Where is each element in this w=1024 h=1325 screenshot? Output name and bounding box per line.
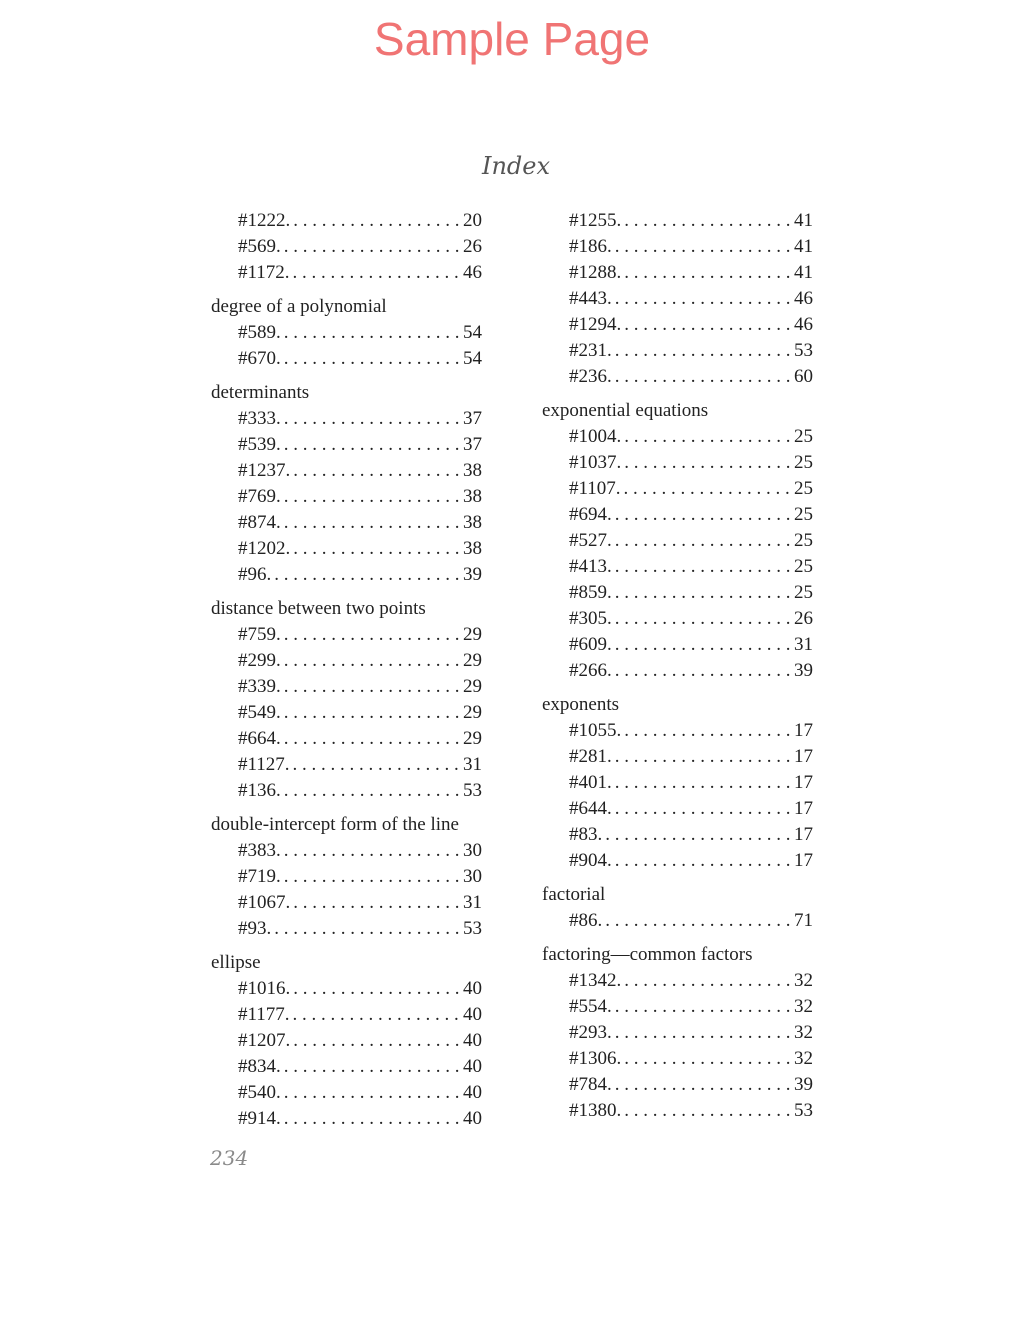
entry-reference: #1202. <box>238 538 291 559</box>
entry-reference: #834. <box>238 1056 281 1077</box>
index-entry <box>542 234 813 260</box>
index-entry <box>542 260 813 286</box>
index-entry <box>542 908 813 934</box>
entry-reference: #383. <box>238 840 281 861</box>
entry-reference: #904. <box>569 850 612 871</box>
index-entry <box>542 744 813 770</box>
entry-reference: #231. <box>569 340 612 361</box>
index-entry <box>542 658 813 684</box>
entry-page-number: 17 <box>794 746 813 767</box>
entry-page-number: 38 <box>463 512 482 533</box>
index-entry <box>211 406 482 432</box>
entry-page-number: 26 <box>794 608 813 629</box>
entry-page-number: 25 <box>794 426 813 447</box>
entry-page-number: 41 <box>794 262 813 283</box>
entry-reference: #1037. <box>569 452 622 473</box>
entry-page-number: 17 <box>794 824 813 845</box>
index-entry <box>542 424 813 450</box>
entry-page-number: 54 <box>463 348 482 369</box>
index-left-column <box>211 208 482 1132</box>
index-entry <box>211 700 482 726</box>
index-title: Index <box>481 152 551 180</box>
entry-page-number: 41 <box>794 210 813 231</box>
entry-page-number: 25 <box>794 582 813 603</box>
dot-leader <box>624 424 790 450</box>
index-group <box>211 294 482 372</box>
dot-leader <box>615 770 790 796</box>
dot-leader <box>605 822 790 848</box>
entry-reference: #1127. <box>238 754 290 775</box>
dot-leader <box>624 1098 790 1124</box>
dot-leader <box>284 406 459 432</box>
dot-leader <box>293 976 459 1002</box>
entry-page-number: 38 <box>463 486 482 507</box>
entry-reference: #527. <box>569 530 612 551</box>
dot-leader <box>615 606 790 632</box>
index-entry <box>211 562 482 588</box>
index-entry <box>542 968 813 994</box>
entry-page-number: 40 <box>463 1004 482 1025</box>
entry-page-number: 32 <box>794 1048 813 1069</box>
index-group <box>211 812 482 942</box>
dot-leader <box>274 916 459 942</box>
entry-page-number: 25 <box>794 556 813 577</box>
dot-leader <box>293 458 459 484</box>
entry-page-number: 38 <box>463 460 482 481</box>
entry-page-number: 29 <box>463 650 482 671</box>
entry-page-number: 39 <box>794 1074 813 1095</box>
entry-page-number: 29 <box>463 728 482 749</box>
dot-leader <box>615 234 790 260</box>
index-heading: factoring—common factors <box>542 944 753 965</box>
entry-reference: #784. <box>569 1074 612 1095</box>
index-entry <box>542 1046 813 1072</box>
index-entry <box>211 536 482 562</box>
dot-leader <box>624 312 790 338</box>
dot-leader <box>615 528 790 554</box>
entry-page-number: 29 <box>463 624 482 645</box>
entry-page-number: 71 <box>794 910 813 931</box>
index-group <box>542 208 813 390</box>
entry-reference: #539. <box>238 434 281 455</box>
index-entry <box>542 632 813 658</box>
entry-page-number: 17 <box>794 850 813 871</box>
entry-page-number: 26 <box>463 236 482 257</box>
entry-reference: #236. <box>569 366 612 387</box>
entry-page-number: 25 <box>794 452 813 473</box>
index-entry <box>542 580 813 606</box>
index-entry <box>211 726 482 752</box>
entry-reference: #339. <box>238 676 281 697</box>
index-entry <box>542 364 813 390</box>
entry-reference: #1067. <box>238 892 291 913</box>
index-heading: exponential equations <box>542 400 709 421</box>
entry-page-number: 46 <box>463 262 482 283</box>
index-group <box>211 596 482 804</box>
dot-leader <box>624 208 790 234</box>
entry-reference: #859. <box>569 582 612 603</box>
index-entry <box>211 1080 482 1106</box>
entry-page-number: 53 <box>463 918 482 939</box>
index-entry <box>211 432 482 458</box>
entry-reference: #540. <box>238 1082 281 1103</box>
index-entry <box>542 796 813 822</box>
entry-page-number: 53 <box>794 1100 813 1121</box>
entry-page-number: 32 <box>794 996 813 1017</box>
dot-leader <box>284 432 459 458</box>
entry-reference: #874. <box>238 512 281 533</box>
entry-page-number: 46 <box>794 288 813 309</box>
entry-page-number: 40 <box>463 1082 482 1103</box>
entry-reference: #333. <box>238 408 281 429</box>
index-heading: factorial <box>542 884 606 905</box>
dot-leader <box>284 622 459 648</box>
entry-page-number: 29 <box>463 702 482 723</box>
entry-page-number: 30 <box>463 866 482 887</box>
index-entry <box>211 484 482 510</box>
index-entry <box>542 208 813 234</box>
entry-page-number: 29 <box>463 676 482 697</box>
dot-leader <box>615 1020 790 1046</box>
index-entry <box>542 606 813 632</box>
entry-page-number: 25 <box>794 530 813 551</box>
entry-reference: #293. <box>569 1022 612 1043</box>
entry-reference: #83. <box>569 824 603 845</box>
index-entry <box>211 208 482 234</box>
entry-reference: #694. <box>569 504 612 525</box>
entry-reference: #413. <box>569 556 612 577</box>
index-entry <box>211 752 482 778</box>
index-group <box>211 208 482 286</box>
index-entry <box>211 1054 482 1080</box>
dot-leader <box>615 994 790 1020</box>
dot-leader <box>284 778 459 804</box>
dot-leader <box>624 1046 790 1072</box>
entry-reference: #1222. <box>238 210 291 231</box>
entry-page-number: 32 <box>794 1022 813 1043</box>
dot-leader <box>624 476 790 502</box>
dot-leader <box>284 674 459 700</box>
entry-page-number: 20 <box>463 210 482 231</box>
index-entry <box>211 510 482 536</box>
entry-page-number: 53 <box>463 780 482 801</box>
index-group <box>542 882 813 934</box>
entry-page-number: 40 <box>463 978 482 999</box>
entry-reference: #664. <box>238 728 281 749</box>
entry-page-number: 40 <box>463 1108 482 1129</box>
entry-reference: #1016. <box>238 978 291 999</box>
entry-page-number: 46 <box>794 314 813 335</box>
dot-leader <box>284 1054 459 1080</box>
index-entry <box>211 864 482 890</box>
entry-page-number: 31 <box>463 892 482 913</box>
index-entry <box>542 286 813 312</box>
index-entry <box>211 674 482 700</box>
index-entry <box>542 718 813 744</box>
index-heading: distance between two points <box>211 598 426 619</box>
entry-reference: #93. <box>238 918 272 939</box>
entry-reference: #769. <box>238 486 281 507</box>
entry-page-number: 40 <box>463 1056 482 1077</box>
entry-page-number: 25 <box>794 504 813 525</box>
index-entry <box>542 994 813 1020</box>
dot-leader <box>284 320 459 346</box>
dot-leader <box>284 700 459 726</box>
index-group <box>542 692 813 874</box>
entry-reference: #401. <box>569 772 612 793</box>
dot-leader <box>284 234 459 260</box>
entry-reference: #266. <box>569 660 612 681</box>
entry-reference: #305. <box>569 608 612 629</box>
dot-leader <box>605 908 790 934</box>
dot-leader <box>624 718 790 744</box>
entry-reference: #1107. <box>569 478 621 499</box>
entry-reference: #299. <box>238 650 281 671</box>
entry-reference: #443. <box>569 288 612 309</box>
entry-page-number: 53 <box>794 340 813 361</box>
entry-page-number: 30 <box>463 840 482 861</box>
index-entry <box>211 890 482 916</box>
dot-leader <box>284 864 459 890</box>
entry-page-number: 37 <box>463 408 482 429</box>
dot-leader <box>284 510 459 536</box>
index-entry <box>211 260 482 286</box>
dot-leader <box>615 286 790 312</box>
entry-page-number: 32 <box>794 970 813 991</box>
dot-leader <box>284 346 459 372</box>
index-entry <box>211 234 482 260</box>
dot-leader <box>293 890 459 916</box>
entry-reference: #1237. <box>238 460 291 481</box>
entry-page-number: 31 <box>463 754 482 775</box>
index-entry <box>211 320 482 346</box>
entry-page-number: 31 <box>794 634 813 655</box>
dot-leader <box>293 536 459 562</box>
dot-leader <box>615 338 790 364</box>
entry-reference: #1255. <box>569 210 622 231</box>
entry-reference: #1172. <box>238 262 290 283</box>
entry-reference: #554. <box>569 996 612 1017</box>
entry-page-number: 60 <box>794 366 813 387</box>
dot-leader <box>274 562 459 588</box>
entry-page-number: 37 <box>463 434 482 455</box>
dot-leader <box>293 208 459 234</box>
dot-leader <box>624 968 790 994</box>
entry-reference: #1306. <box>569 1048 622 1069</box>
index-entry <box>542 554 813 580</box>
index-entry <box>211 458 482 484</box>
index-group <box>211 380 482 588</box>
entry-page-number: 17 <box>794 720 813 741</box>
index-entry <box>211 778 482 804</box>
index-group <box>542 398 813 684</box>
index-group <box>542 942 813 1124</box>
entry-reference: #609. <box>569 634 612 655</box>
index-entry <box>211 648 482 674</box>
entry-reference: #1004. <box>569 426 622 447</box>
dot-leader <box>284 484 459 510</box>
dot-leader <box>624 450 790 476</box>
entry-reference: #1294. <box>569 314 622 335</box>
index-entry <box>542 848 813 874</box>
entry-reference: #1288. <box>569 262 622 283</box>
dot-leader <box>293 1002 459 1028</box>
entry-reference: #589. <box>238 322 281 343</box>
index-entry <box>211 838 482 864</box>
index-entry <box>542 450 813 476</box>
index-entry <box>542 528 813 554</box>
dot-leader <box>615 502 790 528</box>
entry-reference: #281. <box>569 746 612 767</box>
entry-reference: #719. <box>238 866 281 887</box>
dot-leader <box>615 364 790 390</box>
index-entry <box>542 502 813 528</box>
entry-page-number: 17 <box>794 798 813 819</box>
dot-leader <box>615 744 790 770</box>
entry-page-number: 41 <box>794 236 813 257</box>
index-entry <box>211 916 482 942</box>
index-entry <box>542 1020 813 1046</box>
entry-reference: #1380. <box>569 1100 622 1121</box>
entry-page-number: 39 <box>463 564 482 585</box>
entry-reference: #914. <box>238 1108 281 1129</box>
index-heading: determinants <box>211 382 310 403</box>
entry-reference: #759. <box>238 624 281 645</box>
index-entry <box>542 770 813 796</box>
index-entry <box>542 1072 813 1098</box>
entry-page-number: 39 <box>794 660 813 681</box>
index-heading: degree of a polynomial <box>211 296 387 317</box>
entry-reference: #549. <box>238 702 281 723</box>
entry-reference: #1177. <box>238 1004 290 1025</box>
index-heading: double-intercept form of the line <box>211 814 459 835</box>
entry-page-number: 38 <box>463 538 482 559</box>
dot-leader <box>624 260 790 286</box>
index-entry <box>211 1106 482 1132</box>
entry-reference: #136. <box>238 780 281 801</box>
entry-page-number: 25 <box>794 478 813 499</box>
dot-leader <box>293 752 459 778</box>
entry-reference: #96. <box>238 564 272 585</box>
entry-reference: #569. <box>238 236 281 257</box>
entry-reference: #644. <box>569 798 612 819</box>
dot-leader <box>615 658 790 684</box>
index-entry <box>211 976 482 1002</box>
index-group <box>211 950 482 1132</box>
dot-leader <box>615 1072 790 1098</box>
index-entry <box>542 822 813 848</box>
dot-leader <box>293 1028 459 1054</box>
dot-leader <box>615 848 790 874</box>
index-entry <box>211 622 482 648</box>
dot-leader <box>284 726 459 752</box>
index-entry <box>542 312 813 338</box>
dot-leader <box>284 1080 459 1106</box>
dot-leader <box>615 554 790 580</box>
entry-reference: #86. <box>569 910 603 931</box>
entry-page-number: 54 <box>463 322 482 343</box>
index-right-column <box>542 208 813 1124</box>
index-heading: ellipse <box>211 952 261 973</box>
index-entry <box>542 476 813 502</box>
sample-page-watermark: Sample Page <box>373 13 651 65</box>
entry-page-number: 40 <box>463 1030 482 1051</box>
index-entry <box>211 346 482 372</box>
dot-leader <box>615 796 790 822</box>
index-entry <box>542 338 813 364</box>
entry-reference: #1342. <box>569 970 622 991</box>
dot-leader <box>293 260 459 286</box>
dot-leader <box>284 1106 459 1132</box>
entry-reference: #670. <box>238 348 281 369</box>
index-entry <box>542 1098 813 1124</box>
page-number: 234 <box>210 1146 249 1170</box>
index-heading: exponents <box>542 694 620 715</box>
dot-leader <box>284 838 459 864</box>
entry-page-number: 17 <box>794 772 813 793</box>
dot-leader <box>284 648 459 674</box>
entry-reference: #1055. <box>569 720 622 741</box>
dot-leader <box>615 580 790 606</box>
entry-reference: #1207. <box>238 1030 291 1051</box>
dot-leader <box>615 632 790 658</box>
index-entry <box>211 1002 482 1028</box>
index-entry <box>211 1028 482 1054</box>
entry-reference: #186. <box>569 236 612 257</box>
